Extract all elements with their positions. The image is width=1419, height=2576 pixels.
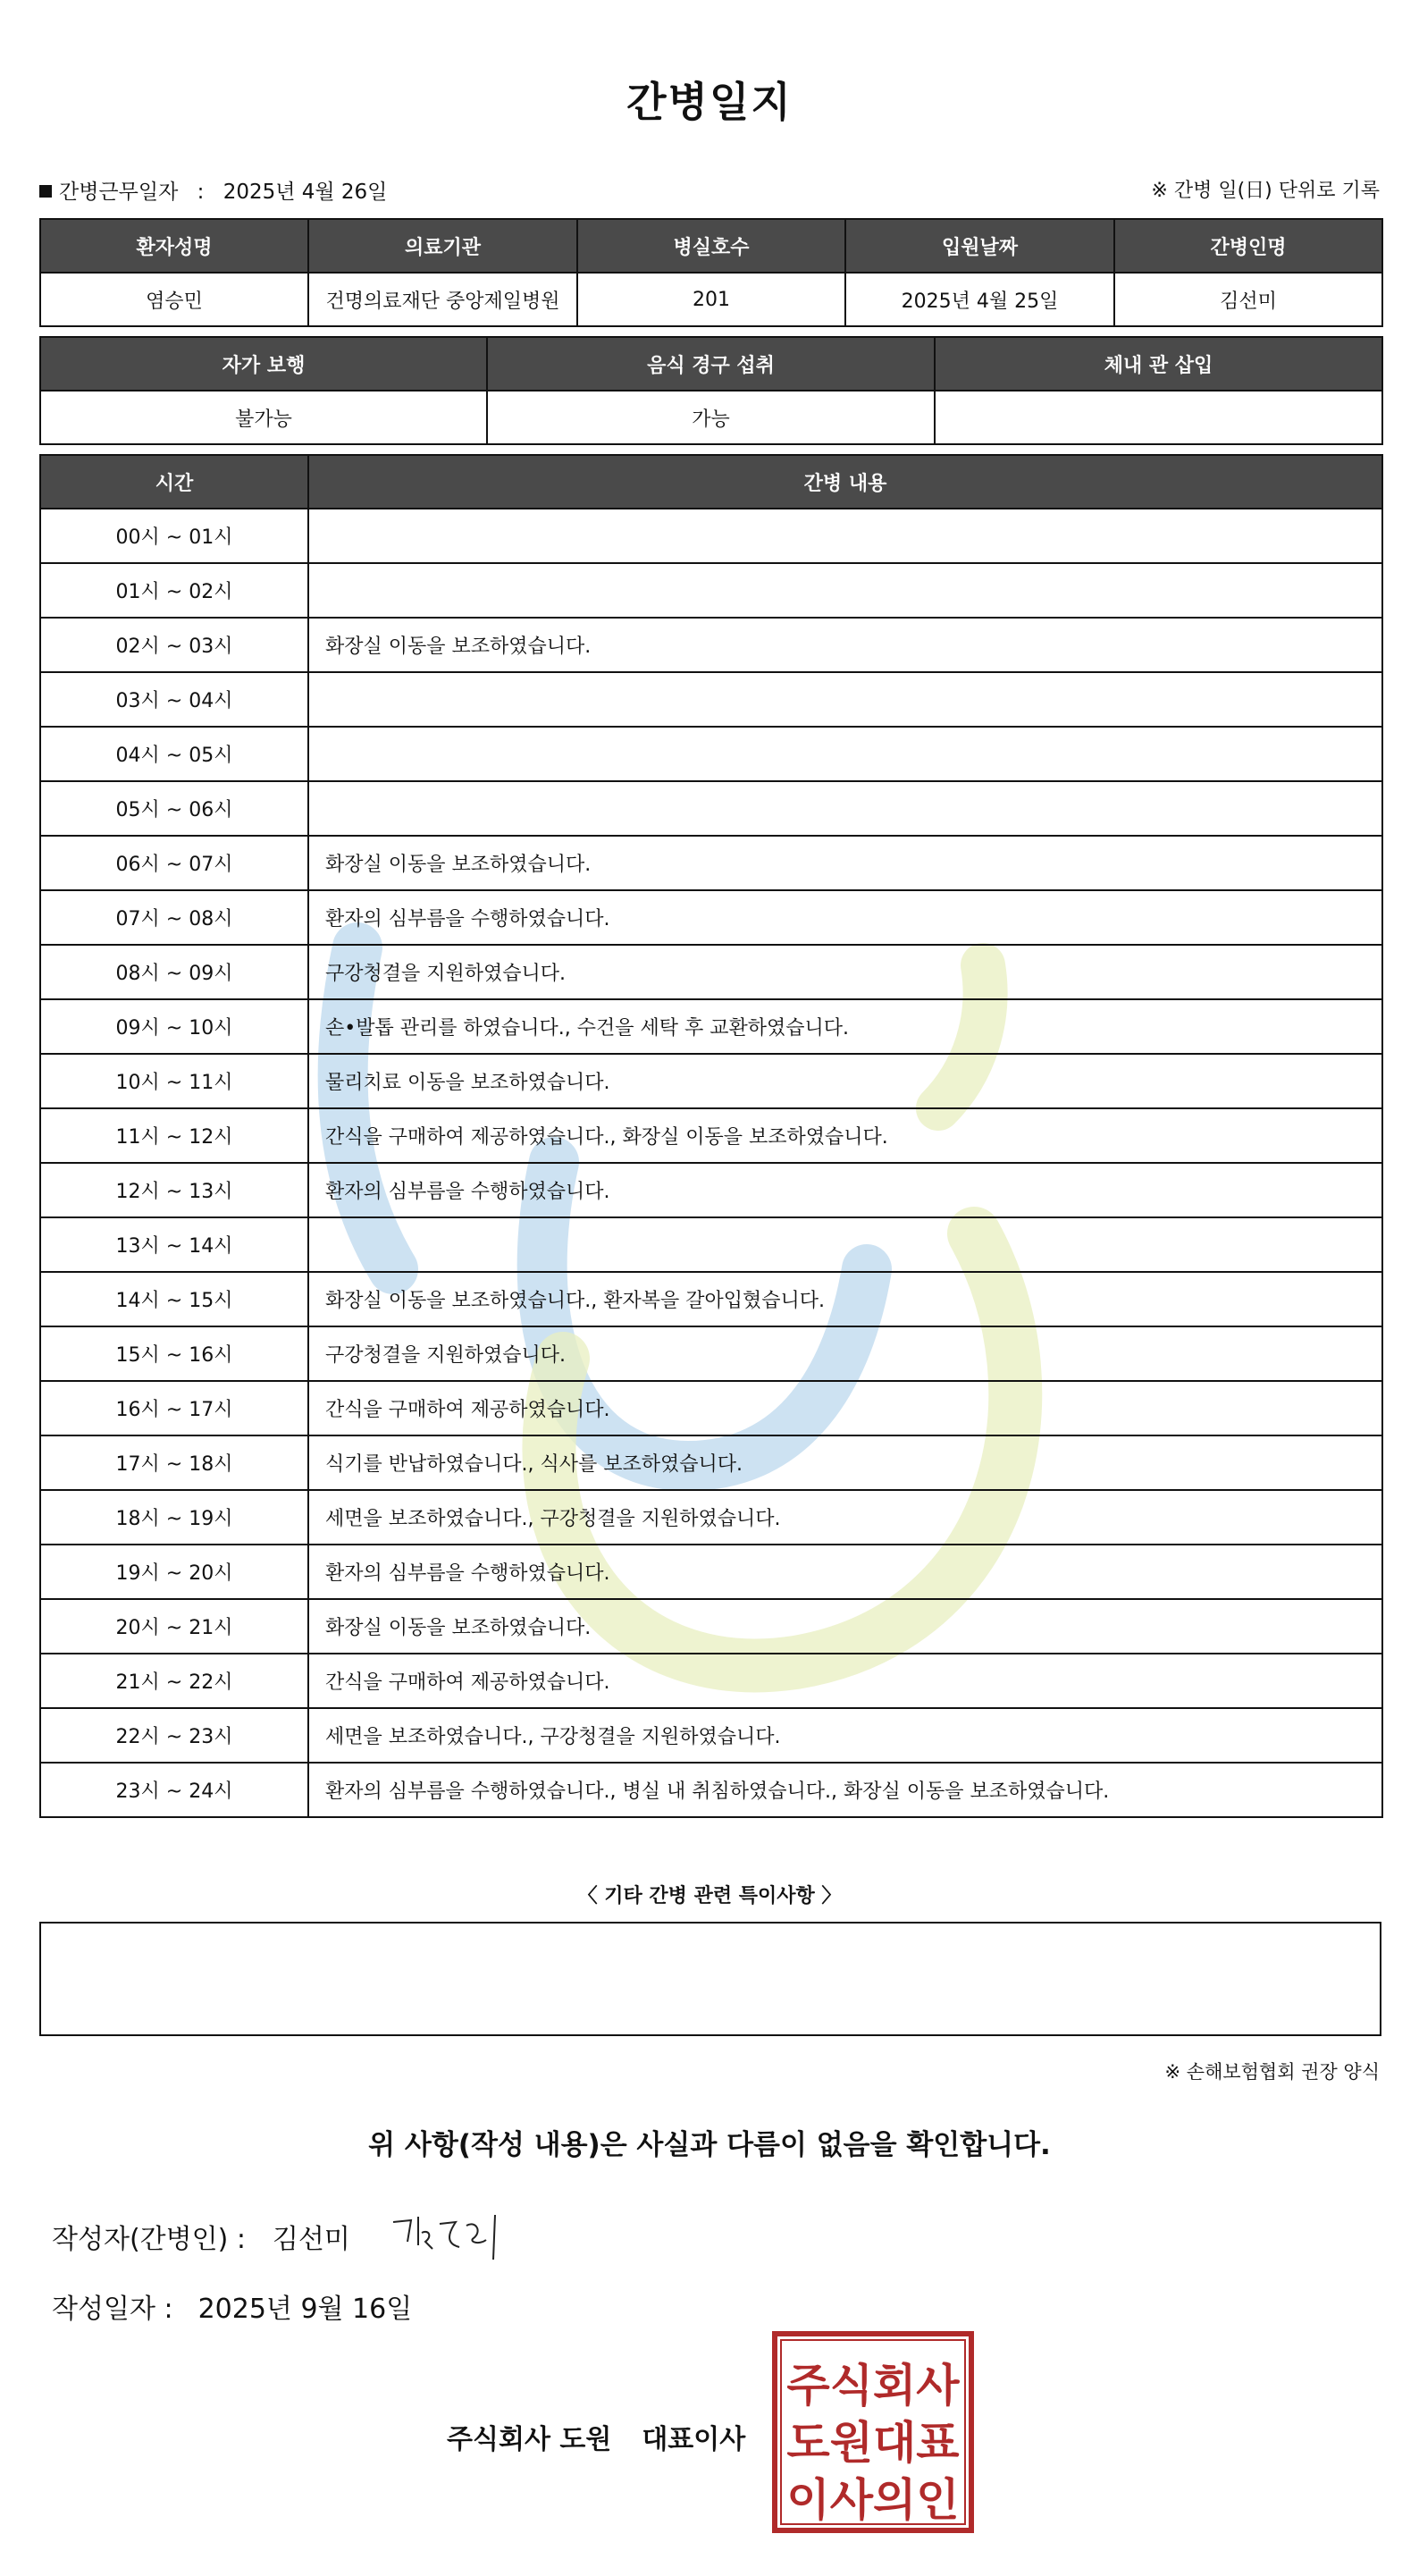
care-log-content: 간식을 구매하여 제공하였습니다., 화장실 이동을 보조하였습니다. xyxy=(308,1108,1382,1163)
care-log-content: 세면을 보조하였습니다., 구강청결을 지원하였습니다. xyxy=(308,1490,1382,1545)
care-log-time: 03시 ~ 04시 xyxy=(40,672,308,727)
care-log-content xyxy=(308,563,1382,618)
company-line xyxy=(447,2417,745,2456)
care-log-time: 13시 ~ 14시 xyxy=(40,1217,308,1272)
confirmation-statement: 위 사항(작성 내용)은 사실과 다름이 없음을 확인합니다. xyxy=(368,2129,1051,2161)
care-log-row xyxy=(40,1108,1382,1163)
patient-info-table xyxy=(39,218,1383,327)
write-date-label: 작성일자 : xyxy=(52,2294,173,2325)
writer-line xyxy=(52,2217,350,2256)
room-number: 201 xyxy=(577,273,845,326)
care-log-content: 손•발톱 관리를 하였습니다., 수건을 세탁 후 교환하였습니다. xyxy=(308,999,1382,1054)
patient-status-value-row xyxy=(40,391,1382,444)
care-log-row xyxy=(40,1545,1382,1599)
care-log-row xyxy=(40,781,1382,836)
care-log-time: 05시 ~ 06시 xyxy=(40,781,308,836)
header-room: 병실호수 xyxy=(577,219,845,273)
care-log-time: 10시 ~ 11시 xyxy=(40,1054,308,1108)
care-log-time: 23시 ~ 24시 xyxy=(40,1763,308,1817)
care-log-time: 16시 ~ 17시 xyxy=(40,1381,308,1435)
care-log-row xyxy=(40,890,1382,945)
bullet-square-icon xyxy=(39,185,52,198)
care-log-row xyxy=(40,1054,1382,1108)
seal-line-2: 도원대표 xyxy=(786,2417,960,2469)
work-date-value: 2025년 4월 26일 xyxy=(223,181,388,204)
care-log-time: 00시 ~ 01시 xyxy=(40,509,308,563)
header-caregiver: 간병인명 xyxy=(1114,219,1382,273)
header-hospital: 의료기관 xyxy=(308,219,577,273)
care-log-time: 04시 ~ 05시 xyxy=(40,727,308,781)
document-title: 간병일지 xyxy=(626,78,793,126)
handwritten-signature xyxy=(386,2206,538,2269)
care-log-time: 09시 ~ 10시 xyxy=(40,999,308,1054)
care-log-row xyxy=(40,1599,1382,1654)
patient-status-table xyxy=(39,336,1383,445)
write-date-line xyxy=(52,2286,412,2326)
header-care-content: 간병 내용 xyxy=(308,455,1382,509)
care-log-content: 세면을 보조하였습니다., 구강청결을 지원하였습니다. xyxy=(308,1708,1382,1763)
oral-intake-value: 가능 xyxy=(487,391,935,444)
header-self-walking: 자가 보행 xyxy=(40,337,487,391)
care-log-time: 19시 ~ 20시 xyxy=(40,1545,308,1599)
care-log-time: 06시 ~ 07시 xyxy=(40,836,308,890)
care-log-content: 식기를 반납하였습니다., 식사를 보조하였습니다. xyxy=(308,1435,1382,1490)
care-log-row xyxy=(40,672,1382,727)
care-log-content: 환자의 심부름을 수행하였습니다., 병실 내 취침하였습니다., 화장실 이동을 보조하였습니다. xyxy=(308,1763,1382,1817)
care-log-row xyxy=(40,999,1382,1054)
write-date-value: 2025년 9월 16일 xyxy=(197,2294,413,2325)
care-log-time: 14시 ~ 15시 xyxy=(40,1272,308,1326)
care-log-content: 간식을 구매하여 제공하였습니다. xyxy=(308,1654,1382,1708)
care-log-time: 18시 ~ 19시 xyxy=(40,1490,308,1545)
care-log-time: 17시 ~ 18시 xyxy=(40,1435,308,1490)
company-seal-stamp xyxy=(772,2331,974,2533)
care-log-row xyxy=(40,1490,1382,1545)
care-log-row xyxy=(40,563,1382,618)
patient-name: 염승민 xyxy=(40,273,308,326)
care-log-row xyxy=(40,1163,1382,1217)
work-date-label: 간병근무일자 xyxy=(59,181,179,204)
work-date-separator: : xyxy=(197,181,205,204)
care-log-table xyxy=(39,454,1383,1818)
representative-title: 대표이사 xyxy=(642,2424,746,2455)
care-log-content xyxy=(308,509,1382,563)
care-log-content: 환자의 심부름을 수행하였습니다. xyxy=(308,890,1382,945)
special-notes-box xyxy=(39,1922,1381,2036)
care-log-content: 물리치료 이동을 보조하였습니다. xyxy=(308,1054,1382,1108)
patient-info-value-row xyxy=(40,273,1382,326)
care-log-content: 구강청결을 지원하였습니다. xyxy=(308,1326,1382,1381)
care-log-time: 02시 ~ 03시 xyxy=(40,618,308,672)
hospital-name: 건명의료재단 중앙제일병원 xyxy=(308,273,577,326)
care-log-row xyxy=(40,836,1382,890)
care-log-header-row xyxy=(40,455,1382,509)
tube-insertion-value xyxy=(935,391,1382,444)
patient-status-header-row xyxy=(40,337,1382,391)
patient-info-header-row xyxy=(40,219,1382,273)
care-log-row xyxy=(40,1272,1382,1326)
seal-line-3: 이사의인 xyxy=(786,2474,960,2526)
writer-name: 김선미 xyxy=(272,2224,350,2255)
care-log-row xyxy=(40,1381,1382,1435)
work-date-line xyxy=(39,175,387,205)
care-log-row xyxy=(40,1708,1382,1763)
caregiver-name: 김선미 xyxy=(1114,273,1382,326)
care-log-time: 07시 ~ 08시 xyxy=(40,890,308,945)
care-log-time: 22시 ~ 23시 xyxy=(40,1708,308,1763)
care-log-time: 21시 ~ 22시 xyxy=(40,1654,308,1708)
care-log-row xyxy=(40,1763,1382,1817)
admission-date: 2025년 4월 25일 xyxy=(845,273,1114,326)
care-log-time: 01시 ~ 02시 xyxy=(40,563,308,618)
care-log-content: 화장실 이동을 보조하였습니다. xyxy=(308,836,1382,890)
care-log-row xyxy=(40,945,1382,999)
care-log-content: 환자의 심부름을 수행하였습니다. xyxy=(308,1545,1382,1599)
care-log-content xyxy=(308,781,1382,836)
care-log-time: 20시 ~ 21시 xyxy=(40,1599,308,1654)
header-time: 시간 xyxy=(40,455,308,509)
care-log-content: 구강청결을 지원하였습니다. xyxy=(308,945,1382,999)
care-log-row xyxy=(40,509,1382,563)
care-log-content xyxy=(308,1217,1382,1272)
company-name: 주식회사 도원 xyxy=(447,2424,612,2455)
care-log-content: 화장실 이동을 보조하였습니다. xyxy=(308,1599,1382,1654)
care-log-row xyxy=(40,1654,1382,1708)
self-walking-value: 불가능 xyxy=(40,391,487,444)
header-patient-name: 환자성명 xyxy=(40,219,308,273)
header-oral-intake: 음식 경구 섭취 xyxy=(487,337,935,391)
care-log-content: 환자의 심부름을 수행하였습니다. xyxy=(308,1163,1382,1217)
care-log-row xyxy=(40,1217,1382,1272)
care-log-row xyxy=(40,727,1382,781)
writer-label: 작성자(간병인) : xyxy=(52,2224,246,2255)
care-log-content: 화장실 이동을 보조하였습니다., 환자복을 갈아입혔습니다. xyxy=(308,1272,1382,1326)
care-log-content: 간식을 구매하여 제공하였습니다. xyxy=(308,1381,1382,1435)
seal-line-1: 주식회사 xyxy=(786,2360,960,2412)
special-notes-title: 〈 기타 간병 관련 특이사항 〉 xyxy=(577,1885,842,1907)
care-log-time: 15시 ~ 16시 xyxy=(40,1326,308,1381)
recommend-note: ※ 손해보험협회 권장 양식 xyxy=(1164,2061,1380,2083)
care-log-row xyxy=(40,618,1382,672)
care-log-time: 11시 ~ 12시 xyxy=(40,1108,308,1163)
unit-note: ※ 간병 일(日) 단위로 기록 xyxy=(1151,180,1380,202)
care-log-row xyxy=(40,1435,1382,1490)
care-log-time: 12시 ~ 13시 xyxy=(40,1163,308,1217)
care-log-content xyxy=(308,672,1382,727)
care-log-content xyxy=(308,727,1382,781)
care-log-row xyxy=(40,1326,1382,1381)
header-tube-insertion: 체내 관 삽입 xyxy=(935,337,1382,391)
care-log-body xyxy=(40,509,1382,1817)
header-admission-date: 입원날짜 xyxy=(845,219,1114,273)
care-log-content: 화장실 이동을 보조하였습니다. xyxy=(308,618,1382,672)
care-log-time: 08시 ~ 09시 xyxy=(40,945,308,999)
